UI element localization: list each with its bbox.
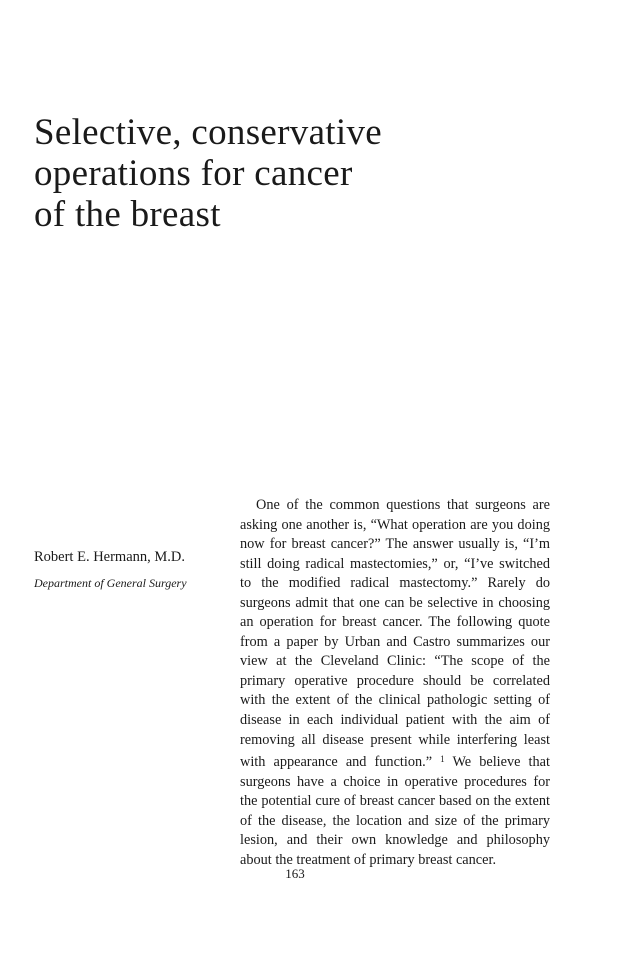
title-line: operations for cancer: [34, 153, 353, 194]
page-number: 163: [285, 866, 305, 881]
reference-superscript: 1: [440, 754, 445, 765]
title-line: Selective, conservative: [34, 112, 382, 153]
title-line: of the breast: [34, 194, 221, 235]
author-department: Department of General Surgery: [34, 576, 187, 590]
body-text-part-1: One of the common questions that surgeons are asking one another is, “What operation are you doing now for breast cancer?” The answer usually is, “I’m still doing radical mastectomies,” or, “I’ve switched to the modified radical mastectomy.” Rarely do surgeons admit that one can be selective in choosing an operation for breast cancer. The following quote from a paper by Urban and Castro summarizes our view at the Cleveland Clinic: “The scope of the primary operative procedure should be correlated with the extent of the clinical pathologic setting of disease in each individual patient with the aim of removing all disease present while interfering least with appearance and function.”: [240, 497, 550, 771]
body-text-part-2: We believe that surgeons have a choice in operative procedures for the potential cure of breast cancer based on the extent of the disease, the location and size of the primary lesion, and their own knowledge and philosophy about the treatment of primary breast cancer.: [240, 754, 550, 868]
article-title: [34, 112, 474, 235]
author-name: Robert E. Hermann, M.D.: [34, 549, 186, 565]
body-paragraph: [240, 496, 550, 870]
